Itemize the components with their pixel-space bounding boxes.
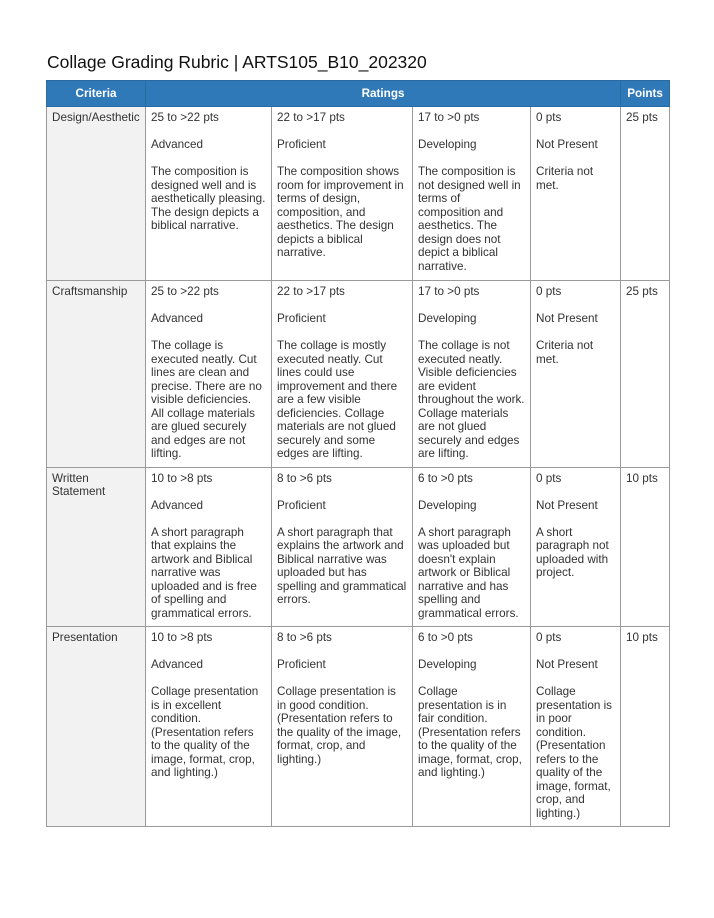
rating-description: The collage is mostly executed neatly. Cut lines could use improvement and there are a few visible deficiencies. Collage materials are not glued securely and some edges are lifting. [277, 339, 398, 460]
rating-description: Collage presentation is in good condition. (Presentation refers to the quality of the image, format, crop, and lighting.) [277, 685, 402, 766]
rating-level: Proficient [277, 312, 326, 325]
rating-cell [272, 627, 413, 827]
criterion-points: 10 pts [621, 627, 670, 827]
rating-level: Not Present [536, 498, 598, 512]
rating-description: The composition is designed well and is aesthetically pleasing. The design depicts a biblical narrative. [151, 165, 266, 232]
rating-description: Collage presentation is in fair condition. (Presentation refers to the quality of the image, format, crop, and lighting.) [418, 685, 522, 779]
rating-level: Proficient [277, 658, 326, 671]
rating-description: The collage is executed neatly. Cut lines are clean and precise. There are no visible deficiencies. All collage materials are glued securely and edges are not lifting. [151, 339, 262, 460]
rating-points: 17 to >0 pts [418, 285, 480, 298]
rating-points: 17 to >0 pts [418, 111, 480, 124]
rating-level: Developing [418, 312, 477, 325]
rating-level: Advanced [151, 658, 203, 671]
rating-description: A short paragraph was uploaded but doesn't explain artwork or Biblical narrative and has spelling and grammatical errors. [418, 525, 519, 620]
rating-level: Proficient [277, 498, 326, 512]
rating-cell [531, 467, 621, 627]
rubric-row [47, 627, 670, 827]
rating-description: The composition is not designed well in terms of composition and aesthetics. The design does not depict a biblical narrative. [418, 165, 521, 273]
criteria-header: Criteria [47, 81, 146, 107]
rating-level: Developing [418, 658, 477, 671]
criterion-cell: Presentation [47, 627, 146, 827]
rating-points: 25 to >22 pts [151, 285, 219, 298]
rating-description: The composition shows room for improvement in terms of design, composition, and aesthetics. The design depicts a biblical narrative. [277, 165, 404, 259]
rating-description: Collage presentation is in poor condition. (Presentation refers to the quality of the image, format, crop, and lighting.) [536, 685, 613, 820]
ratings-header: Ratings [146, 81, 621, 107]
rating-cell [413, 627, 531, 827]
rating-description: Criteria not met. [536, 165, 594, 192]
rating-points: 0 pts [536, 631, 562, 644]
rating-level: Not Present [536, 658, 598, 671]
rating-description: The collage is not executed neatly. Visible deficiencies are evident throughout the work. Collage materials are not glued securely and edges are lifting. [418, 339, 525, 460]
rating-cell [531, 281, 621, 468]
rating-level: Advanced [151, 312, 203, 325]
rating-description: A short paragraph not uploaded with project. [536, 525, 609, 579]
criterion-cell: Craftsmanship [47, 281, 146, 468]
rating-points: 10 to >8 pts [151, 631, 213, 644]
rating-level: Proficient [277, 138, 326, 151]
rating-cell [413, 107, 531, 281]
rubric-row [47, 467, 670, 627]
rating-points: 8 to >6 pts [277, 471, 332, 485]
rating-description: Collage presentation is in excellent condition. (Presentation refers to the quality of the image, format, crop, and lighting.) [151, 685, 259, 779]
rating-points: 6 to >0 pts [418, 631, 473, 644]
rating-description: A short paragraph that explains the artwork and Biblical narrative was uploaded and is free of spelling and grammatical errors. [151, 525, 257, 620]
rating-cell [531, 627, 621, 827]
rating-cell [146, 627, 272, 827]
rubric-row [47, 281, 670, 468]
page-title: Collage Grading Rubric | ARTS105_B10_202320 [47, 52, 427, 72]
rating-description: Criteria not met. [536, 339, 594, 366]
criterion-points: 25 pts [621, 281, 670, 468]
rating-cell [531, 107, 621, 281]
rating-points: 22 to >17 pts [277, 111, 345, 124]
rating-cell [272, 107, 413, 281]
rating-cell [146, 107, 272, 281]
rubric-row [47, 107, 670, 281]
rating-points: 8 to >6 pts [277, 631, 332, 644]
rating-points: 25 to >22 pts [151, 111, 219, 124]
rating-level: Not Present [536, 138, 598, 151]
criterion-cell: Design/Aesthetic [47, 107, 146, 281]
criterion-points: 25 pts [621, 107, 670, 281]
rating-level: Advanced [151, 138, 203, 151]
rating-cell [146, 281, 272, 468]
rating-points: 10 to >8 pts [151, 471, 213, 485]
header-row [47, 81, 670, 107]
rating-cell [272, 467, 413, 627]
rating-points: 0 pts [536, 111, 562, 124]
rating-points: 0 pts [536, 285, 562, 298]
rating-cell [413, 467, 531, 627]
rating-level: Developing [418, 138, 477, 151]
rating-cell [272, 281, 413, 468]
rating-level: Not Present [536, 312, 598, 325]
rating-points: 22 to >17 pts [277, 285, 345, 298]
rating-level: Developing [418, 498, 477, 512]
rating-cell [413, 281, 531, 468]
criterion-cell: Written Statement [47, 467, 146, 627]
rating-cell [146, 467, 272, 627]
rubric-table [46, 80, 670, 827]
rating-points: 0 pts [536, 471, 562, 485]
points-header: Points [621, 81, 670, 107]
rating-level: Advanced [151, 498, 203, 512]
criterion-points: 10 pts [621, 467, 670, 627]
rating-points: 6 to >0 pts [418, 471, 473, 485]
rating-description: A short paragraph that explains the artwork and Biblical narrative was uploaded but has spelling and grammatical errors. [277, 525, 407, 606]
